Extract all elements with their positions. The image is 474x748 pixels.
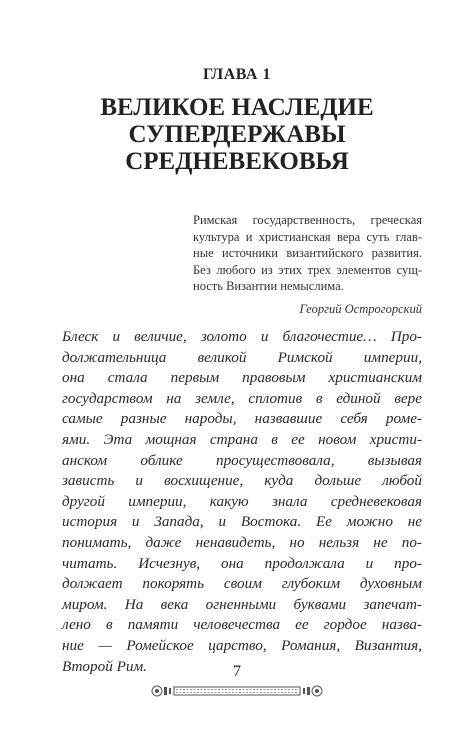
- chapter-title-line: СУПЕРДЕРЖАВЫ: [128, 121, 346, 148]
- epigraph: [193, 212, 422, 317]
- body-line: должает покорять своим глубоким духовным: [62, 575, 422, 593]
- body-line: читать. Исчезнув, она продолжала и про-: [62, 554, 422, 572]
- body-line: ями. Эта мощная страна в ее новом христи-: [62, 430, 422, 448]
- chapter-title-line: ВЕЛИКОЕ НАСЛЕДИЕ: [100, 94, 374, 121]
- body-paragraph: [62, 327, 422, 677]
- chapter-title: [0, 94, 474, 175]
- body-line: анском облике просуществовала, вызывая: [62, 451, 422, 469]
- ornamental-divider-icon: [150, 684, 324, 698]
- body-line: зависть и восхищение, куда дольше любой: [62, 472, 422, 490]
- epigraph-line: Римская государственность, греческая: [193, 213, 422, 227]
- body-line: государством на земле, сплотив в единой вере: [62, 389, 422, 407]
- epigraph-line: ность Византии немыслима.: [193, 279, 344, 293]
- body-line: она стала первым правовым христианским: [62, 369, 422, 387]
- epigraph-line: культура и христианская вера суть глав-: [193, 229, 422, 244]
- chapter-title-line: СРЕДНЕВЕКОВЬЯ: [125, 148, 349, 175]
- body-line: Второй Рим.: [62, 657, 147, 675]
- body-line: должательница великой Римской империи,: [62, 348, 422, 366]
- body-line: понимать, даже ненавидеть, но нельзя не по-: [62, 533, 422, 551]
- body-line: история и Запада, и Востока. Ее можно не: [62, 513, 422, 531]
- epigraph-line: ные источники византийского развития.: [193, 246, 422, 260]
- body-line: другой империи, какую знала средневековая: [62, 492, 422, 510]
- page-number: 7: [233, 663, 241, 680]
- body-line: самые разные народы, назвавшие себя роме-: [62, 410, 422, 428]
- body-line: лено в памяти человечества ее гордое назва-: [62, 616, 422, 634]
- body-line: ние — Ромейское царство, Романия, Византия,: [62, 636, 422, 654]
- epigraph-author: Георгий Острогорский: [299, 301, 422, 316]
- chapter-label: ГЛАВА 1: [203, 66, 271, 83]
- body-line: Блеск и величие, золото и благочестие… Про-: [62, 328, 422, 345]
- body-line: миром. На века огненными буквами запечат-: [62, 595, 422, 613]
- epigraph-line: Без любого из этих трех элементов сущ-: [193, 262, 422, 277]
